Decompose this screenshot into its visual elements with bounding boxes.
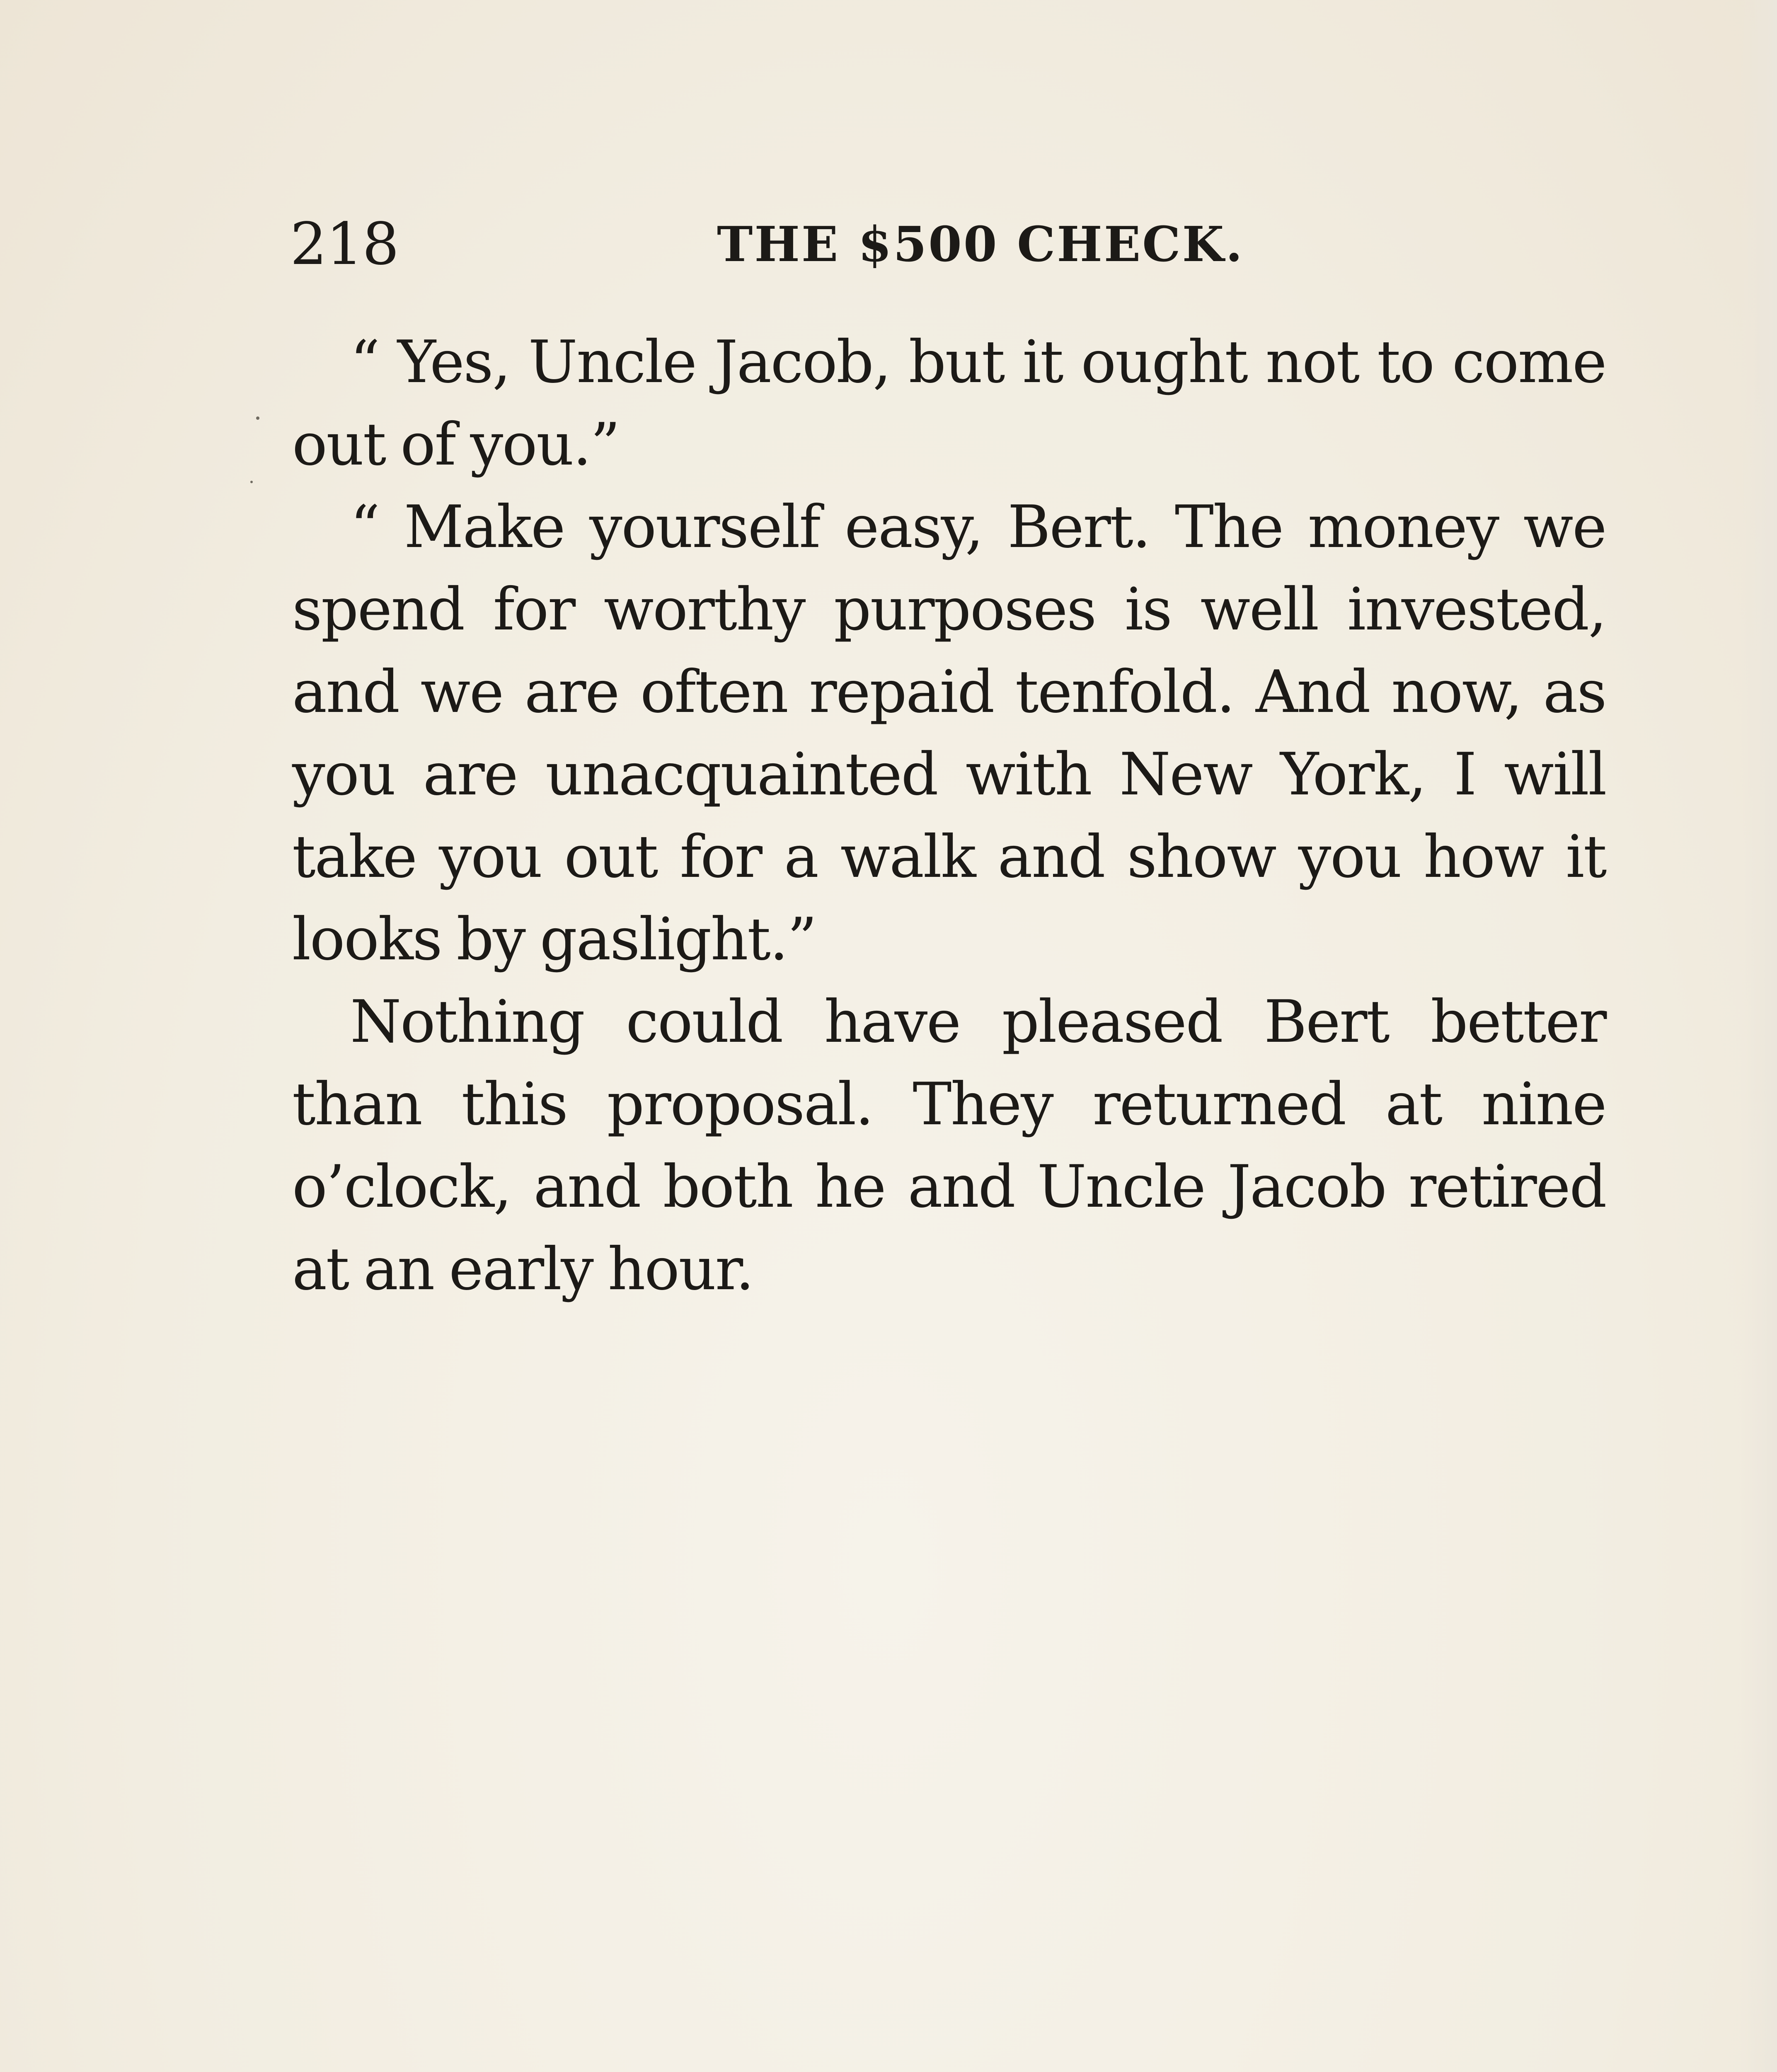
page-number: 218	[290, 211, 399, 278]
ink-speck	[256, 416, 259, 420]
page-edge-shadow	[1740, 0, 1777, 2072]
running-title: THE $500 CHECK.	[717, 216, 1244, 273]
page-header	[290, 207, 1608, 282]
ink-speck	[250, 481, 253, 483]
paragraph: “ Make yourself easy, Bert. The money we spend for worthy purposes is well invested, and we are often repaid tenfold. And now, as you are unacquainted with New York, I will take you out for a walk and show you how it looks by gaslight.”	[292, 493, 1606, 973]
body-text	[292, 321, 1606, 1311]
paragraph: Nothing could have pleased Bert better than this proposal. They returned at nine o’clock, and both he and Uncle Jacob retired at an early hour.	[292, 988, 1606, 1303]
paragraph: “ Yes, Uncle Jacob, but it ought not to come out of you.”	[292, 328, 1606, 479]
